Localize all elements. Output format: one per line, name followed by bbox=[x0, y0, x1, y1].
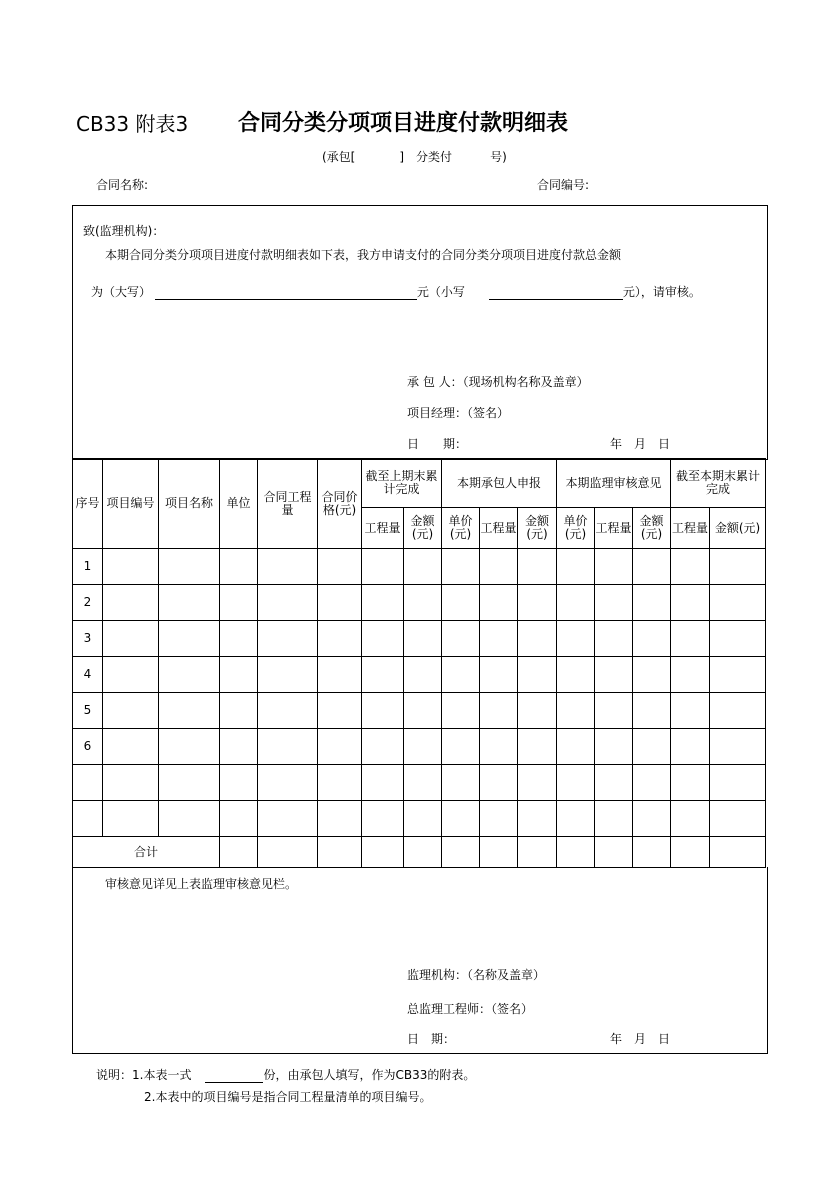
contract-name-label: 合同名称: bbox=[96, 178, 149, 192]
header-item-name: 项目名称 bbox=[159, 459, 220, 549]
table-cell[interactable] bbox=[671, 621, 710, 657]
form-title: 合同分类分项项目进度付款明细表 bbox=[238, 111, 569, 136]
table-cell[interactable] bbox=[518, 729, 557, 765]
table-cell[interactable] bbox=[518, 801, 557, 837]
note-1-prefix: 说明：1.本表一式 bbox=[96, 1068, 192, 1082]
amount-words-field[interactable] bbox=[155, 299, 417, 300]
payment-detail-table bbox=[72, 458, 766, 868]
table-cell[interactable] bbox=[103, 729, 159, 765]
table-cell[interactable] bbox=[595, 549, 633, 585]
row-seq: 5 bbox=[73, 693, 103, 729]
table-cell[interactable] bbox=[518, 549, 557, 585]
table-cell[interactable] bbox=[480, 837, 518, 868]
amount-figures-field[interactable] bbox=[489, 299, 623, 300]
header-supervisor-review: 本期监理审核意见 bbox=[557, 459, 671, 508]
table-cell[interactable] bbox=[595, 657, 633, 693]
table-cell[interactable] bbox=[671, 657, 710, 693]
table-cell[interactable] bbox=[318, 693, 362, 729]
table-cell[interactable] bbox=[671, 765, 710, 801]
chief-sign: 总监理工程师：（签名） bbox=[407, 1002, 534, 1016]
table-cell[interactable] bbox=[595, 585, 633, 621]
table-cell[interactable] bbox=[220, 837, 258, 868]
form-code: CB33 附表3 bbox=[76, 112, 189, 136]
table-cell[interactable] bbox=[159, 801, 220, 837]
table-cell[interactable] bbox=[362, 693, 404, 729]
table-row bbox=[73, 729, 766, 765]
table-cell[interactable] bbox=[159, 729, 220, 765]
row-seq: 6 bbox=[73, 729, 103, 765]
header-item-no: 项目编号 bbox=[103, 459, 159, 549]
table-cell[interactable] bbox=[518, 585, 557, 621]
header-curr-cum: 截至本期末累计完成 bbox=[671, 459, 766, 508]
subheader-9: 金额(元) bbox=[710, 508, 766, 549]
table-cell[interactable] bbox=[318, 585, 362, 621]
row-seq: 4 bbox=[73, 657, 103, 693]
table-cell[interactable] bbox=[318, 657, 362, 693]
contractor-sign: 承 包 人：（现场机构名称及盖章） bbox=[407, 375, 589, 389]
table-cell[interactable] bbox=[318, 729, 362, 765]
table-cell[interactable] bbox=[442, 801, 480, 837]
table-cell[interactable] bbox=[557, 621, 595, 657]
table-cell[interactable] bbox=[404, 801, 442, 837]
table-cell[interactable] bbox=[220, 549, 258, 585]
table-cell[interactable] bbox=[518, 621, 557, 657]
subheader-7: 金额(元) bbox=[633, 508, 671, 549]
table-cell[interactable] bbox=[480, 585, 518, 621]
subheader-0: 工程量 bbox=[362, 508, 404, 549]
table-cell[interactable] bbox=[557, 729, 595, 765]
table-cell[interactable] bbox=[633, 585, 671, 621]
subtitle bbox=[322, 148, 507, 165]
table-cell[interactable] bbox=[442, 549, 480, 585]
table-cell[interactable] bbox=[258, 837, 318, 868]
header-contract-price: 合同价格(元) bbox=[318, 459, 362, 549]
table-cell[interactable] bbox=[480, 801, 518, 837]
table-row bbox=[73, 585, 766, 621]
table-cell[interactable] bbox=[557, 801, 595, 837]
table-cell[interactable] bbox=[404, 729, 442, 765]
table-cell[interactable] bbox=[710, 693, 766, 729]
table-cell[interactable] bbox=[220, 657, 258, 693]
date-label: 日 期： bbox=[407, 437, 468, 451]
review-text: 审核意见详见上表监理审核意见栏。 bbox=[105, 877, 298, 891]
table-cell[interactable] bbox=[595, 621, 633, 657]
table-cell[interactable] bbox=[633, 693, 671, 729]
table-cell[interactable] bbox=[633, 549, 671, 585]
table-cell[interactable] bbox=[480, 765, 518, 801]
table-cell[interactable] bbox=[318, 549, 362, 585]
table-cell[interactable] bbox=[220, 801, 258, 837]
table-cell[interactable] bbox=[595, 693, 633, 729]
table-cell[interactable] bbox=[710, 801, 766, 837]
table-cell[interactable] bbox=[633, 801, 671, 837]
row-seq: 3 bbox=[73, 621, 103, 657]
table-cell[interactable] bbox=[671, 837, 710, 868]
table-cell[interactable] bbox=[159, 585, 220, 621]
subtitle-mid: ] 分类付 bbox=[399, 150, 453, 164]
table-cell[interactable] bbox=[710, 729, 766, 765]
table-cell[interactable] bbox=[633, 657, 671, 693]
subheader-5: 单价(元) bbox=[557, 508, 595, 549]
table-cell[interactable] bbox=[710, 657, 766, 693]
amount-prefix: 为（大写） bbox=[91, 285, 152, 299]
subheader-6: 工程量 bbox=[595, 508, 633, 549]
table-cell[interactable] bbox=[480, 549, 518, 585]
review-section bbox=[72, 867, 768, 1054]
table-cell[interactable] bbox=[442, 729, 480, 765]
table-cell[interactable] bbox=[710, 621, 766, 657]
header-unit: 单位 bbox=[220, 459, 258, 549]
table-cell[interactable] bbox=[671, 693, 710, 729]
table-cell[interactable] bbox=[103, 801, 159, 837]
table-row bbox=[73, 621, 766, 657]
table-cell[interactable] bbox=[258, 549, 318, 585]
amount-suffix: 元），请审核。 bbox=[622, 285, 701, 299]
table-cell[interactable] bbox=[442, 765, 480, 801]
table-row bbox=[73, 657, 766, 693]
table-cell[interactable] bbox=[258, 729, 318, 765]
table-cell[interactable] bbox=[258, 585, 318, 621]
table-cell[interactable] bbox=[480, 693, 518, 729]
subheader-4: 金额(元) bbox=[518, 508, 557, 549]
manager-sign: 项目经理：（签名） bbox=[407, 406, 510, 420]
table-cell[interactable] bbox=[362, 549, 404, 585]
header-contractor-report: 本期承包人申报 bbox=[442, 459, 557, 508]
table-cell[interactable] bbox=[404, 837, 442, 868]
table-row bbox=[73, 801, 766, 837]
table-cell[interactable] bbox=[159, 765, 220, 801]
table-cell[interactable] bbox=[518, 693, 557, 729]
note-1 bbox=[96, 1066, 475, 1083]
table-cell[interactable] bbox=[671, 585, 710, 621]
table-cell[interactable] bbox=[220, 693, 258, 729]
row-seq bbox=[73, 801, 103, 837]
subheader-8: 工程量 bbox=[671, 508, 710, 549]
table-cell[interactable] bbox=[480, 621, 518, 657]
header-contract-qty: 合同工程量 bbox=[258, 459, 318, 549]
table-cell[interactable] bbox=[710, 837, 766, 868]
table-cell[interactable] bbox=[362, 585, 404, 621]
table-cell[interactable] bbox=[362, 837, 404, 868]
table-cell[interactable] bbox=[103, 693, 159, 729]
table-cell[interactable] bbox=[404, 549, 442, 585]
table-cell[interactable] bbox=[633, 729, 671, 765]
table-cell[interactable] bbox=[103, 765, 159, 801]
header-seq: 序号 bbox=[73, 459, 103, 549]
table-cell[interactable] bbox=[671, 801, 710, 837]
subheader-2: 单价(元) bbox=[442, 508, 480, 549]
table-cell[interactable] bbox=[595, 729, 633, 765]
note-1-suffix: 份，由承包人填写，作为CB33的附表。 bbox=[263, 1068, 476, 1082]
table-cell[interactable] bbox=[159, 621, 220, 657]
table-cell[interactable] bbox=[404, 765, 442, 801]
supervisor-sign: 监理机构：（名称及盖章） bbox=[407, 968, 546, 982]
table-cell[interactable] bbox=[362, 621, 404, 657]
subtitle-prefix: (承包[ bbox=[322, 150, 356, 164]
subheader-3: 工程量 bbox=[480, 508, 518, 549]
table-row bbox=[73, 693, 766, 729]
total-label: 合计 bbox=[73, 837, 220, 868]
application-body: 本期合同分类分项项目进度付款明细表如下表，我方申请支付的合同分类分项项目进度付款总金额 bbox=[105, 248, 622, 262]
table-cell[interactable] bbox=[404, 585, 442, 621]
table-cell[interactable] bbox=[557, 549, 595, 585]
table-cell[interactable] bbox=[404, 693, 442, 729]
subheader-1: 金额(元) bbox=[404, 508, 442, 549]
subtitle-suffix: 号) bbox=[490, 150, 507, 164]
copies-field[interactable] bbox=[205, 1082, 263, 1083]
table-cell[interactable] bbox=[633, 765, 671, 801]
table-cell[interactable] bbox=[318, 801, 362, 837]
table-cell[interactable] bbox=[318, 837, 362, 868]
table-cell[interactable] bbox=[159, 549, 220, 585]
amount-mid: 元（小写 bbox=[416, 285, 465, 299]
table-cell[interactable] bbox=[362, 765, 404, 801]
table-cell[interactable] bbox=[595, 837, 633, 868]
table-cell[interactable] bbox=[258, 765, 318, 801]
table-cell[interactable] bbox=[103, 621, 159, 657]
table-cell[interactable] bbox=[103, 657, 159, 693]
row-seq: 1 bbox=[73, 549, 103, 585]
addressee: 致(监理机构)： bbox=[83, 224, 165, 238]
table-cell[interactable] bbox=[557, 693, 595, 729]
table-cell[interactable] bbox=[220, 621, 258, 657]
table-cell[interactable] bbox=[442, 657, 480, 693]
header-prev-cum: 截至上期末累计完成 bbox=[362, 459, 442, 508]
date-ymd: 年 月 日 bbox=[610, 437, 671, 451]
table-row bbox=[73, 765, 766, 801]
table-cell[interactable] bbox=[220, 729, 258, 765]
table-cell[interactable] bbox=[633, 621, 671, 657]
table-cell[interactable] bbox=[633, 837, 671, 868]
table-cell[interactable] bbox=[595, 765, 633, 801]
table-cell[interactable] bbox=[518, 657, 557, 693]
table-cell[interactable] bbox=[258, 693, 318, 729]
table-cell[interactable] bbox=[159, 693, 220, 729]
table-cell[interactable] bbox=[710, 765, 766, 801]
table-cell[interactable] bbox=[518, 837, 557, 868]
table-cell[interactable] bbox=[442, 621, 480, 657]
table-cell[interactable] bbox=[258, 621, 318, 657]
table-cell[interactable] bbox=[442, 693, 480, 729]
table-cell[interactable] bbox=[557, 837, 595, 868]
note-2: 2.本表中的项目编号是指合同工程量清单的项目编号。 bbox=[144, 1090, 432, 1104]
table-cell[interactable] bbox=[404, 621, 442, 657]
table-cell[interactable] bbox=[557, 585, 595, 621]
table-cell[interactable] bbox=[103, 585, 159, 621]
table-cell[interactable] bbox=[480, 657, 518, 693]
table-cell[interactable] bbox=[710, 585, 766, 621]
table-cell[interactable] bbox=[362, 801, 404, 837]
table-cell[interactable] bbox=[442, 585, 480, 621]
table-cell[interactable] bbox=[480, 729, 518, 765]
table-cell[interactable] bbox=[258, 657, 318, 693]
table-cell[interactable] bbox=[404, 657, 442, 693]
table-cell[interactable] bbox=[103, 549, 159, 585]
table-cell[interactable] bbox=[318, 621, 362, 657]
table-cell[interactable] bbox=[557, 657, 595, 693]
table-cell[interactable] bbox=[362, 729, 404, 765]
row-seq: 2 bbox=[73, 585, 103, 621]
table-cell[interactable] bbox=[442, 837, 480, 868]
application-section bbox=[72, 205, 768, 460]
review-date-label: 日 期： bbox=[407, 1032, 456, 1046]
table-row bbox=[73, 549, 766, 585]
table-cell[interactable] bbox=[220, 585, 258, 621]
table-cell[interactable] bbox=[595, 801, 633, 837]
table-cell[interactable] bbox=[557, 765, 595, 801]
review-date-ymd: 年 月 日 bbox=[610, 1032, 671, 1046]
table-cell[interactable] bbox=[710, 549, 766, 585]
table-cell[interactable] bbox=[318, 765, 362, 801]
table-cell[interactable] bbox=[671, 549, 710, 585]
row-seq bbox=[73, 765, 103, 801]
table-cell[interactable] bbox=[518, 765, 557, 801]
table-cell[interactable] bbox=[362, 657, 404, 693]
table-cell[interactable] bbox=[671, 729, 710, 765]
table-cell[interactable] bbox=[220, 765, 258, 801]
table-cell[interactable] bbox=[258, 801, 318, 837]
amount-line bbox=[91, 283, 701, 300]
contract-no-label: 合同编号: bbox=[537, 178, 590, 192]
table-cell[interactable] bbox=[159, 657, 220, 693]
